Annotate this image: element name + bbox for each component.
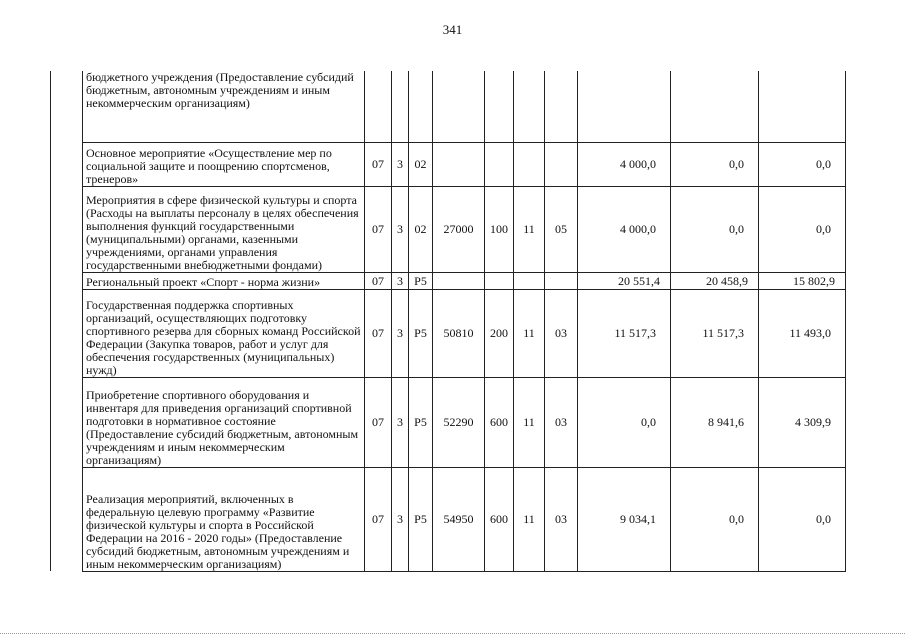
b-cell: 03: [545, 377, 578, 467]
pr-cell: 3: [392, 377, 409, 467]
year3-cell: [759, 71, 846, 142]
prog-cell: P5: [409, 377, 433, 467]
year3-cell: 11 493,0: [759, 289, 846, 377]
code-cell: 50810: [433, 289, 485, 377]
blank-cell: [51, 272, 83, 289]
year3-cell: 0,0: [759, 467, 846, 571]
year1-cell: 20 551,4: [578, 272, 671, 289]
b-cell: 03: [545, 289, 578, 377]
b-cell: [545, 71, 578, 142]
prog-cell: P5: [409, 467, 433, 571]
prog-cell: P5: [409, 272, 433, 289]
vr-cell: [485, 71, 514, 142]
pr-cell: 3: [392, 467, 409, 571]
year1-cell: [578, 71, 671, 142]
a-cell: 11: [514, 289, 545, 377]
code-cell: [433, 272, 485, 289]
pr-cell: 3: [392, 289, 409, 377]
b-cell: [545, 272, 578, 289]
year3-cell: 4 309,9: [759, 377, 846, 467]
a-cell: [514, 272, 545, 289]
a-cell: [514, 71, 545, 142]
blank-cell: [51, 377, 83, 467]
row-name: бюджетного учреждения (Предоставление субсидий бюджетным, автономным учреждениям и иным некоммерческим организациям): [83, 71, 365, 142]
blank-cell: [51, 186, 83, 272]
scan-edge-divider: [0, 633, 905, 634]
budget-table: [50, 71, 846, 572]
code-cell: [433, 71, 485, 142]
code-cell: 27000: [433, 186, 485, 272]
blank-cell: [51, 289, 83, 377]
table-row: [51, 272, 846, 289]
a-cell: 11: [514, 467, 545, 571]
rz-cell: 07: [365, 467, 392, 571]
table-row: [51, 467, 846, 571]
row-name: Основное мероприятие «Осуществление мер по социальной защите и поощрению спортсменов, тренеров»: [83, 142, 365, 186]
year1-cell: 4 000,0: [578, 186, 671, 272]
pr-cell: 3: [392, 142, 409, 186]
b-cell: 05: [545, 186, 578, 272]
year2-cell: 11 517,3: [671, 289, 759, 377]
table-row: [51, 289, 846, 377]
page-number: 341: [442, 22, 463, 37]
vr-cell: [485, 142, 514, 186]
prog-cell: [409, 71, 433, 142]
row-name: Приобретение спортивного оборудования и инвентаря для приведения организаций спортивной подготовки в нормативное состояние (Предоставление субсидий бюджетным, автономным учреждениям и иным некоммерческим организациям): [83, 377, 365, 467]
year1-cell: 11 517,3: [578, 289, 671, 377]
vr-cell: 200: [485, 289, 514, 377]
vr-cell: [485, 272, 514, 289]
code-cell: 54950: [433, 467, 485, 571]
year2-cell: 8 941,6: [671, 377, 759, 467]
rz-cell: [365, 71, 392, 142]
rz-cell: 07: [365, 272, 392, 289]
blank-cell: [51, 71, 83, 142]
vr-cell: 100: [485, 186, 514, 272]
vr-cell: 600: [485, 467, 514, 571]
code-cell: [433, 142, 485, 186]
a-cell: 11: [514, 377, 545, 467]
year3-cell: 15 802,9: [759, 272, 846, 289]
b-cell: 03: [545, 467, 578, 571]
pr-cell: 3: [392, 272, 409, 289]
prog-cell: 02: [409, 186, 433, 272]
prog-cell: 02: [409, 142, 433, 186]
year1-cell: 0,0: [578, 377, 671, 467]
year2-cell: 0,0: [671, 186, 759, 272]
pr-cell: 3: [392, 186, 409, 272]
year2-cell: 0,0: [671, 142, 759, 186]
rz-cell: 07: [365, 142, 392, 186]
code-cell: 52290: [433, 377, 485, 467]
rz-cell: 07: [365, 186, 392, 272]
pr-cell: [392, 71, 409, 142]
blank-cell: [51, 467, 83, 571]
b-cell: [545, 142, 578, 186]
year2-cell: 0,0: [671, 467, 759, 571]
a-cell: 11: [514, 186, 545, 272]
row-name: Государственная поддержка спортивных организаций, осуществляющих подготовку спортивного резерва для сборных команд Российской Федерации (Закупка товаров, работ и услуг для обеспечения государственных (муниципальных) нужд): [83, 289, 365, 377]
year1-cell: 9 034,1: [578, 467, 671, 571]
blank-cell: [51, 142, 83, 186]
prog-cell: P5: [409, 289, 433, 377]
year2-cell: 20 458,9: [671, 272, 759, 289]
year1-cell: 4 000,0: [578, 142, 671, 186]
rz-cell: 07: [365, 289, 392, 377]
table-row: [51, 71, 846, 142]
rz-cell: 07: [365, 377, 392, 467]
year3-cell: 0,0: [759, 142, 846, 186]
a-cell: [514, 142, 545, 186]
row-name: Региональный проект «Спорт - норма жизни»: [83, 272, 365, 289]
row-name: Мероприятия в сфере физической культуры и спорта (Расходы на выплаты персоналу в целях обеспечения выполнения функций государственными (муниципальными) органами, казенными учреждениями, органами управления государственными внебюджетными фондами): [83, 186, 365, 272]
table-row: [51, 186, 846, 272]
row-name: Реализация мероприятий, включенных в федеральную целевую программу «Развитие физической культуры и спорта в Российской Федерации на 2016 - 2020 годы» (Предоставление субсидий бюджетным, автономным учреждениям и иным некоммерческим организациям): [83, 467, 365, 571]
table-row: [51, 142, 846, 186]
year2-cell: [671, 71, 759, 142]
table-row: [51, 377, 846, 467]
vr-cell: 600: [485, 377, 514, 467]
year3-cell: 0,0: [759, 186, 846, 272]
